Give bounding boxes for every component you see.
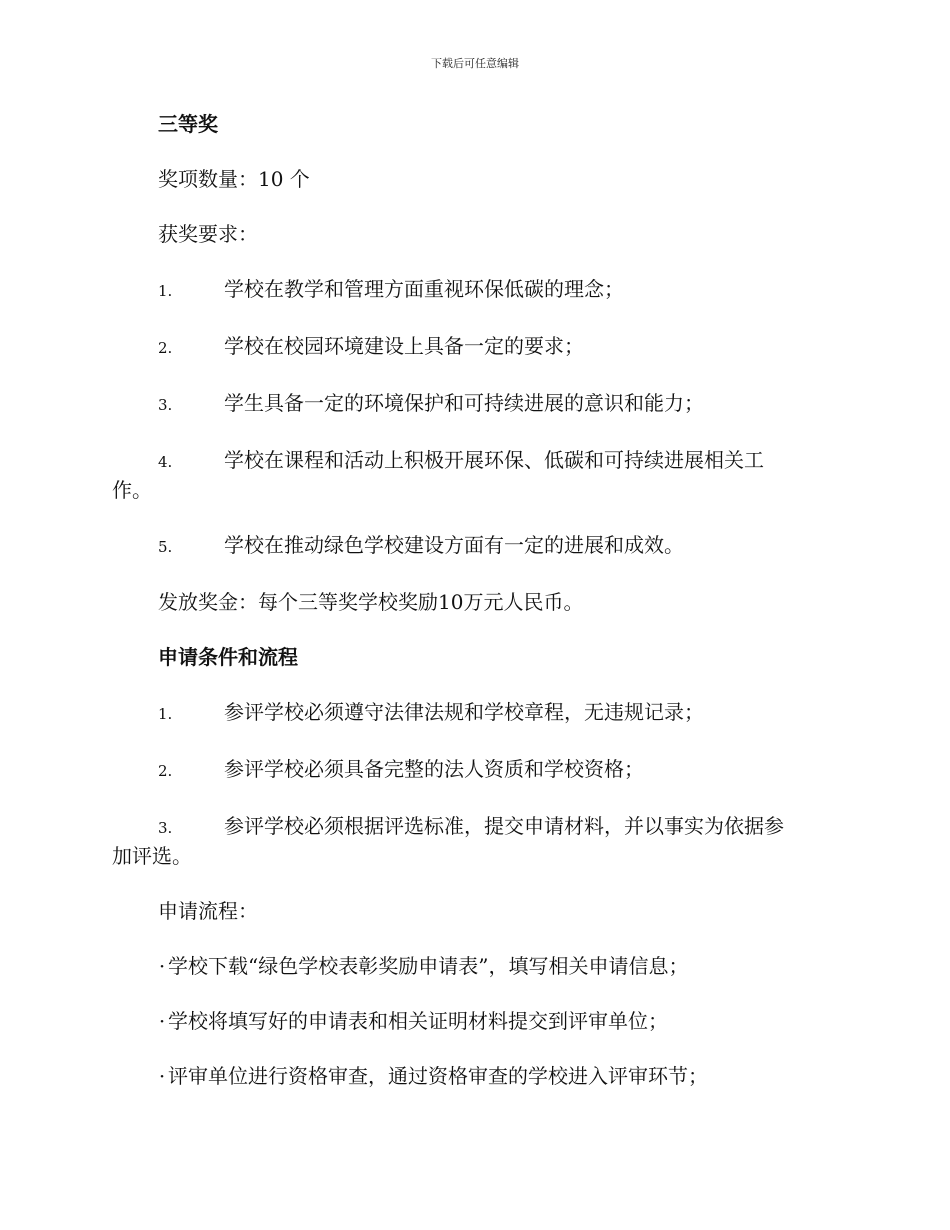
list-text: 学校在教学和管理方面重视环保低碳的理念； [224, 277, 624, 301]
document-body [112, 110, 837, 1117]
list-number: 4. [158, 453, 173, 471]
award-quantity: 奖项数量：10 个 [158, 167, 310, 191]
bullet-text: 评审单位进行资格审查，通过资格审查的学校进入评审环节； [168, 1064, 708, 1088]
page-header: 下载后可任意编辑 [431, 57, 519, 70]
list-number: 1. [158, 705, 173, 723]
bullet-item [112, 952, 837, 980]
bullet-item [112, 1062, 837, 1090]
bullet-text: 学校下载“绿色学校表彰奖励申请表”，填写相关申请信息； [168, 954, 689, 978]
list-text: 参评学校必须根据评选标准，提交申请材料，并以事实为依据参 [224, 814, 784, 838]
list-item [112, 389, 837, 419]
list-text: 参评学校必须具备完整的法人资质和学校资格； [224, 757, 644, 781]
process-label: 申请流程： [158, 899, 258, 923]
bullet-dot: · [158, 1009, 166, 1033]
list-text: 学生具备一定的环境保护和可持续进展的意识和能力； [224, 391, 704, 415]
list-item [112, 698, 837, 728]
section-title-application: 申请条件和流程 [158, 645, 298, 669]
requirements-label: 获奖要求： [158, 222, 258, 246]
bullet-item [112, 1007, 837, 1035]
list-number: 5. [158, 538, 173, 556]
list-item [112, 332, 837, 362]
list-text: 参评学校必须遵守法律法规和学校章程，无违规记录； [224, 700, 704, 724]
bullet-text: 学校将填写好的申请表和相关证明材料提交到评审单位； [168, 1009, 668, 1033]
list-number: 1. [158, 282, 173, 300]
list-item [112, 812, 837, 870]
bullet-dot: · [158, 954, 166, 978]
list-number: 2. [158, 339, 173, 357]
list-number: 2. [158, 762, 173, 780]
section-title-third-prize: 三等奖 [158, 112, 218, 136]
list-text: 学校在推动绿色学校建设方面有一定的进展和成效。 [224, 533, 684, 557]
bullet-dot: · [158, 1064, 166, 1088]
list-item [112, 755, 837, 785]
list-text-continuation: 加评选。 [112, 844, 192, 868]
list-text: 学校在校园环境建设上具备一定的要求； [224, 334, 584, 358]
list-item [112, 275, 837, 305]
list-item [112, 531, 837, 561]
list-number: 3. [158, 819, 173, 837]
list-item [112, 446, 837, 504]
list-number: 3. [158, 396, 173, 414]
award-amount: 发放奖金：每个三等奖学校奖励10万元人民币。 [158, 590, 584, 614]
list-text-continuation: 作。 [112, 478, 152, 502]
list-text: 学校在课程和活动上积极开展环保、低碳和可持续进展相关工 [224, 448, 764, 472]
